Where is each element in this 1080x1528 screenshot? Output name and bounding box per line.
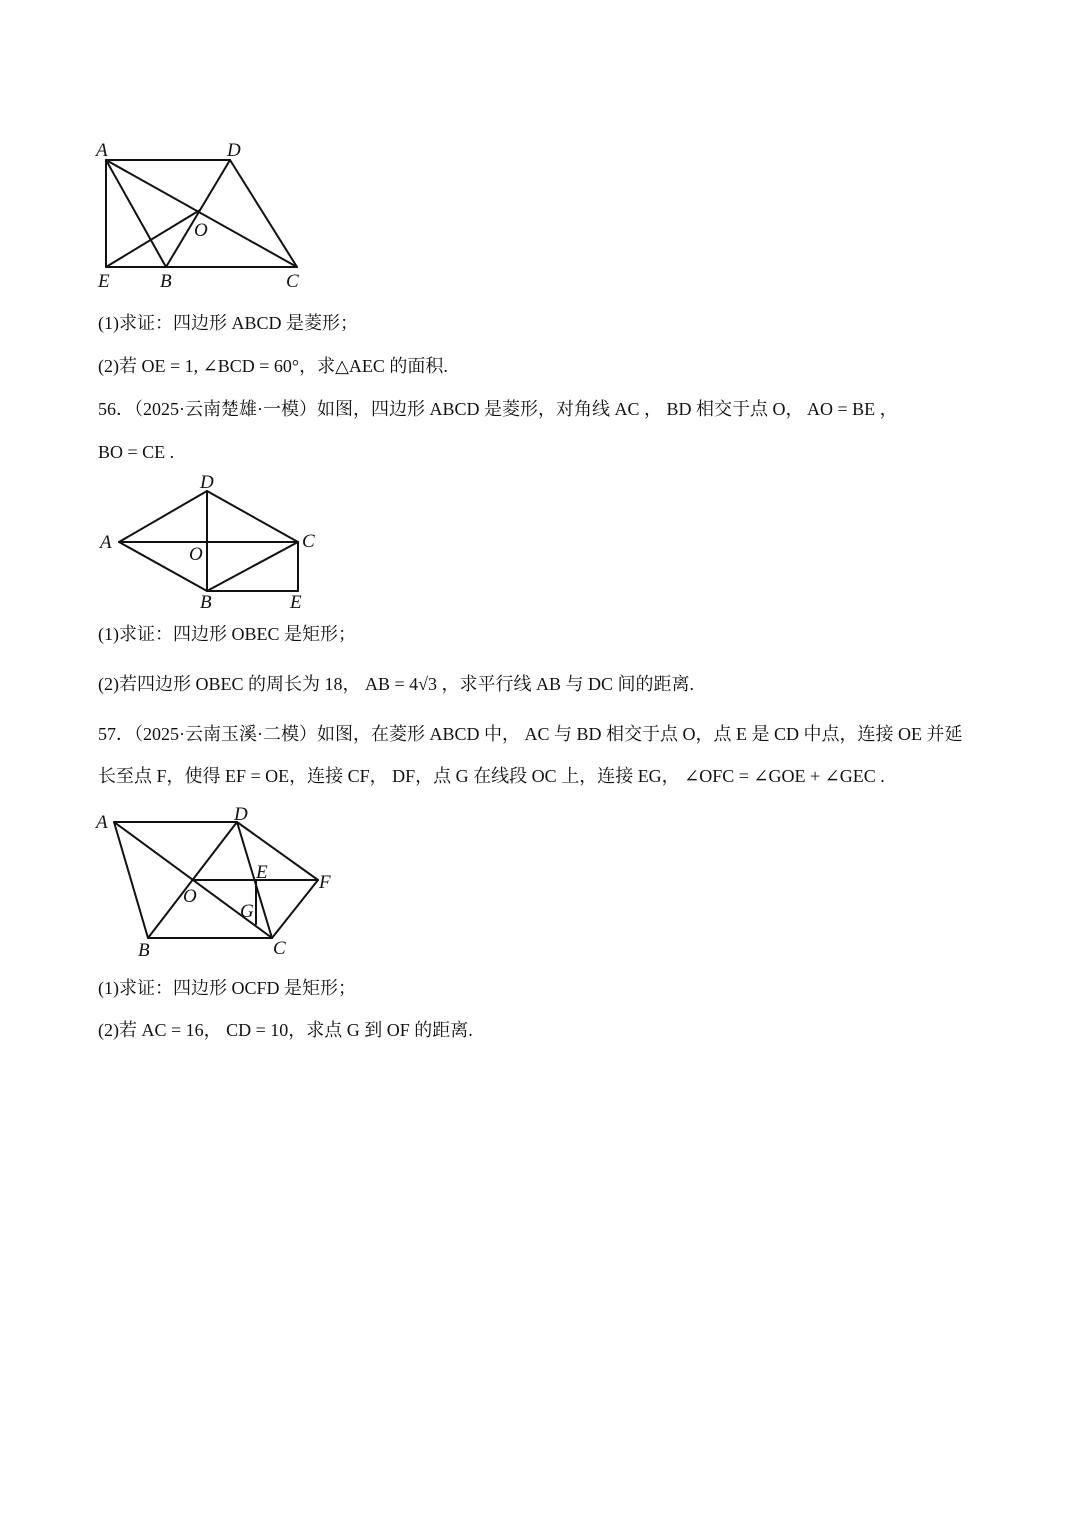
- label-A: A: [100, 532, 112, 553]
- problem-56-stem-line-2: BO = CE .: [98, 442, 175, 462]
- label-O: O: [189, 544, 203, 565]
- label-F: F: [319, 872, 331, 893]
- problem-55-part-1: (1)求证：四边形 ABCD 是菱形；: [98, 313, 358, 333]
- segment-DC: [230, 160, 297, 267]
- segment-CF: [272, 880, 318, 938]
- segment-EO: [106, 210, 200, 267]
- label-D: D: [200, 472, 214, 493]
- label-A: A: [96, 812, 108, 833]
- problem-56-stem-line-1: 56．（2025·云南楚雄·一模）如图，四边形 ABCD 是菱形，对角线 AC ， BD 相交于点 O， AO = BE ，: [98, 399, 898, 419]
- label-C: C: [286, 271, 299, 292]
- label-B: B: [200, 592, 212, 613]
- figure-problem-56: [95, 470, 335, 615]
- segment-AC: [106, 160, 297, 267]
- label-O: O: [194, 220, 208, 241]
- figure-problem-55: [90, 135, 320, 295]
- label-D: D: [234, 804, 248, 825]
- label-A: A: [96, 140, 108, 161]
- problem-57-stem-line-1: 57．（2025·云南玉溪·二模）如图，在菱形 ABCD 中， AC 与 BD 相交于点 O，点 E 是 CD 中点，连接 OE 并延: [98, 724, 963, 744]
- label-G: G: [240, 901, 254, 922]
- label-C: C: [302, 531, 315, 552]
- segment-BD: [166, 160, 230, 267]
- problem-57-stem-line-2: 长至点 F，使得 EF = OE，连接 CF， DF，点 G 在线段 OC 上，连接 EG， ∠OFC = ∠GOE + ∠GEC .: [98, 766, 885, 786]
- label-D: D: [227, 140, 241, 161]
- problem-55-part-2: (2)若 OE = 1, ∠BCD = 60°，求△AEC 的面积.: [98, 356, 448, 376]
- label-E: E: [290, 592, 302, 613]
- label-E: E: [256, 862, 268, 883]
- problem-56-part-1: (1)求证：四边形 OBEC 是矩形；: [98, 624, 356, 644]
- problem-56-part-2: (2)若四边形 OBEC 的周长为 18， AB = 4√3 ，求平行线 AB 与 DC 间的距离.: [98, 674, 695, 694]
- segment-DF: [237, 822, 318, 880]
- label-O: O: [183, 886, 197, 907]
- label-E: E: [98, 271, 110, 292]
- label-B: B: [138, 940, 150, 961]
- label-B: B: [160, 271, 172, 292]
- problem-57-part-2: (2)若 AC = 16， CD = 10，求点 G 到 OF 的距离.: [98, 1020, 473, 1040]
- label-C: C: [273, 938, 286, 959]
- problem-57-part-1: (1)求证：四边形 OCFD 是矩形；: [98, 978, 357, 998]
- figure-problem-57: [90, 800, 350, 965]
